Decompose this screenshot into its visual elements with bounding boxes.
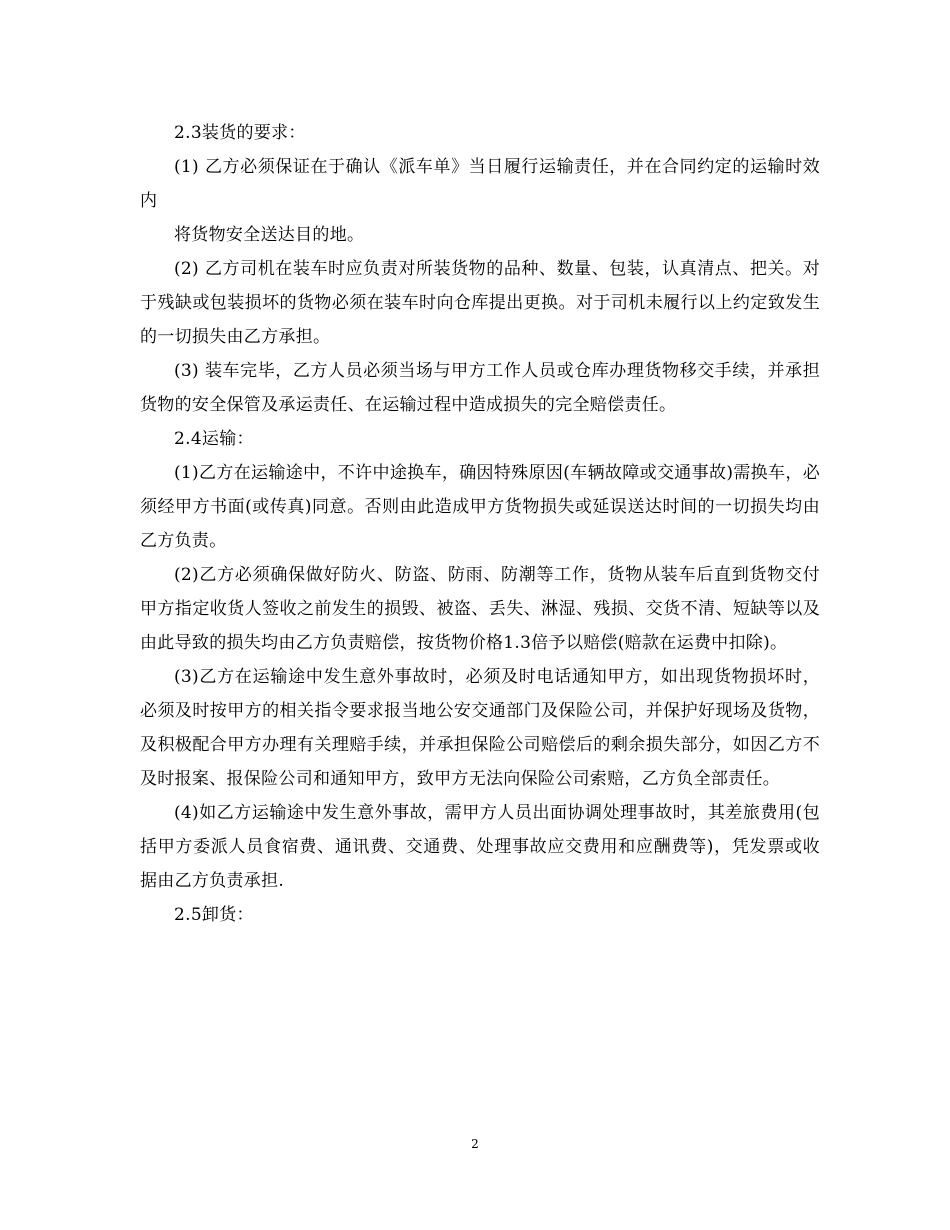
section-heading-2-5: 2.5卸货： (174, 905, 254, 925)
document-body (140, 116, 820, 932)
paragraph-loading-3: (3) 装车完毕，乙方人员必须当场与甲方工作人员或仓库办理货物移交手续，并承担货物的安全保管及承运责任、在运输过程中造成损失的完全赔偿责任。 (140, 361, 820, 415)
section-heading-2-3: 2.3装货的要求： (174, 123, 306, 143)
paragraph-transport-1: (1)乙方在运输途中，不许中途换车，确因特殊原因(车辆故障或交通事故)需换车，必须经甲方书面(或传真)同意。否则由此造成甲方货物损失或延误送达时间的一切损失均由乙方负责。 (140, 463, 820, 551)
paragraph-transport-3: (3)乙方在运输途中发生意外事故时，必须及时电话通知甲方，如出现货物损坏时，必须及时按甲方的相关指令要求报当地公安交通部门及保险公司，并保护好现场及货物，及积极配合甲方办理有关理赔手续，并承担保险公司赔偿后的剩余损失部分，如因乙方不及时报案、报保险公司和通知甲方，致甲方无法向保险公司索赔，乙方负全部责任。 (140, 667, 820, 789)
paragraph-transport-4: (4)如乙方运输途中发生意外事故，需甲方人员出面协调处理事故时，其差旅费用(包括甲方委派人员食宿费、通讯费、交通费、处理事故应交费用和应酬费等)，凭发票或收据由乙方负责承担. (140, 803, 820, 891)
paragraph-loading-1-cont: 将货物安全送达目的地。 (174, 225, 365, 245)
page-number: 2 (471, 1137, 479, 1151)
paragraph-transport-2: (2)乙方必须确保做好防火、防盗、防雨、防潮等工作，货物从装车后直到货物交付甲方指定收货人签收之前发生的损毁、被盗、丢失、淋湿、残损、交货不清、短缺等以及由此导致的损失均由乙方负责赔偿，按货物价格1.3倍予以赔偿(赔款在运费中扣除)。 (140, 565, 820, 653)
paragraph-loading-2: (2) 乙方司机在装车时应负责对所装货物的品种、数量、包装，认真清点、把关。对于残缺或包装损坏的货物必须在装车时向仓库提出更换。对于司机未履行以上约定致发生的一切损失由乙方承担。 (140, 259, 820, 347)
section-heading-2-4: 2.4运输： (174, 429, 254, 449)
paragraph-loading-1: (1) 乙方必须保证在于确认《派车单》当日履行运输责任，并在合同约定的运输时效内 (140, 157, 820, 211)
